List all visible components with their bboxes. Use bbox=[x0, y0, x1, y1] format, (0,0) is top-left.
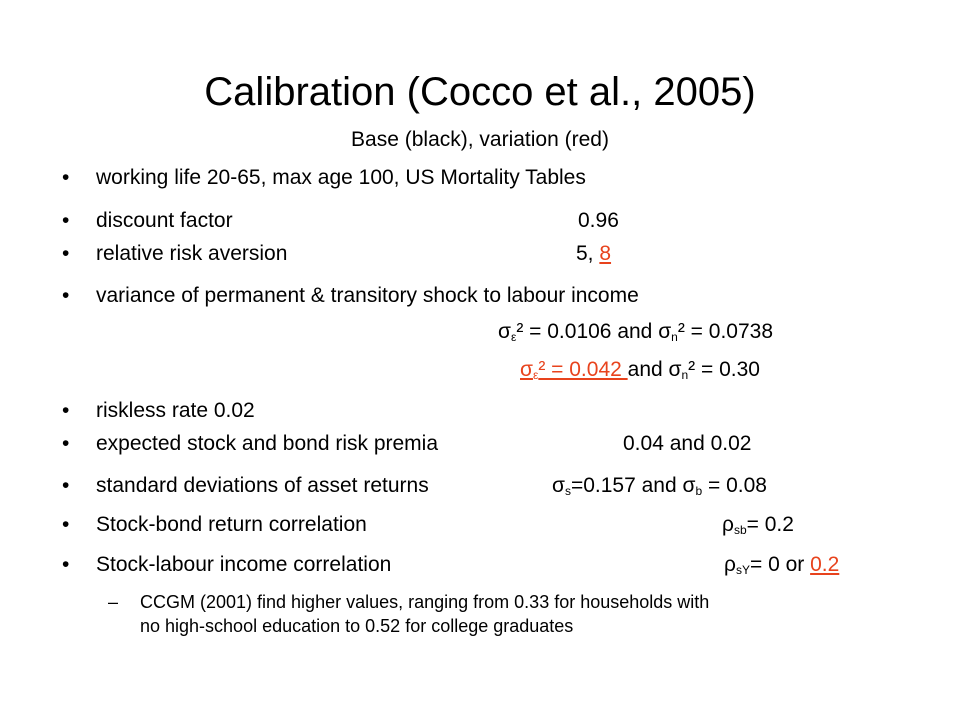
variance-variation-middle: and σ bbox=[627, 358, 682, 381]
variance-base-end: ² = 0.0738 bbox=[677, 320, 773, 343]
stock-labour-corr-value bbox=[724, 551, 839, 579]
variance-variation-end: ² = 0.30 bbox=[688, 358, 760, 381]
variance-base-values bbox=[498, 318, 773, 346]
variance-variation-red bbox=[520, 358, 628, 381]
rho-symbol: ρ bbox=[724, 553, 736, 576]
bullet-marker: • bbox=[62, 474, 70, 497]
discount-factor-value: 0.96 bbox=[578, 209, 619, 232]
riskless-rate-text: riskless rate 0.02 bbox=[96, 399, 255, 422]
subscript: sY bbox=[735, 563, 750, 577]
std-dev-middle: =0.157 and σ bbox=[570, 474, 696, 497]
sigma-symbol: σ bbox=[552, 474, 565, 497]
subscript: ε bbox=[510, 330, 517, 344]
variance-label: variance of permanent & transitory shock to labour income bbox=[96, 284, 639, 307]
bullet-marker: • bbox=[62, 513, 70, 536]
bullet-marker: • bbox=[62, 284, 70, 307]
std-dev-label: standard deviations of asset returns bbox=[96, 474, 429, 497]
ccgm-note-line2: no high-school education to 0.52 for college graduates bbox=[140, 616, 574, 636]
variance-variation-values bbox=[520, 356, 760, 384]
subscript: n bbox=[681, 368, 689, 382]
risk-premia-value: 0.04 and 0.02 bbox=[623, 432, 752, 455]
working-life-text: working life 20-65, max age 100, US Mortality Tables bbox=[96, 166, 586, 189]
variance-base-middle: ² = 0.0106 and σ bbox=[516, 320, 672, 343]
bullet-marker: • bbox=[62, 166, 70, 189]
stock-labour-corr-variation: 0.2 bbox=[810, 553, 840, 576]
subscript: sb bbox=[733, 523, 747, 537]
variance-variation-value: ² = 0.042 bbox=[538, 358, 628, 381]
risk-aversion-label: relative risk aversion bbox=[96, 242, 288, 265]
bullet-marker: • bbox=[62, 209, 70, 232]
risk-aversion-variation: 8 bbox=[599, 242, 612, 265]
stock-bond-corr-end: = 0.2 bbox=[746, 513, 794, 536]
subscript: n bbox=[671, 330, 678, 344]
subscript: b bbox=[695, 484, 703, 498]
risk-premia-label: expected stock and bond risk premia bbox=[96, 432, 439, 455]
subscript: ε bbox=[532, 368, 539, 382]
sigma-symbol: σ bbox=[520, 358, 533, 381]
rho-symbol: ρ bbox=[722, 513, 734, 536]
ccgm-note-line1: CCGM (2001) find higher values, ranging from 0.33 for households with bbox=[140, 592, 710, 612]
std-dev-value bbox=[552, 472, 767, 500]
slide-title: Calibration (Cocco et al., 2005) bbox=[204, 70, 756, 114]
stock-bond-corr-value bbox=[722, 511, 794, 539]
stock-labour-corr-middle: = 0 or bbox=[749, 553, 811, 576]
subscript: s bbox=[564, 484, 571, 498]
risk-aversion-base: 5, bbox=[576, 242, 600, 265]
bullet-marker: • bbox=[62, 242, 70, 265]
risk-aversion-value bbox=[576, 240, 611, 268]
sigma-symbol: σ bbox=[498, 320, 511, 343]
bullet-marker: • bbox=[62, 553, 70, 576]
discount-factor-label: discount factor bbox=[96, 209, 233, 232]
bullet-marker: • bbox=[62, 432, 70, 455]
bullet-marker: • bbox=[62, 399, 70, 422]
std-dev-end: = 0.08 bbox=[702, 474, 767, 497]
stock-labour-corr-label: Stock-labour income correlation bbox=[96, 553, 392, 576]
stock-bond-corr-label: Stock-bond return correlation bbox=[96, 513, 367, 536]
dash-marker: – bbox=[108, 592, 119, 612]
slide-subtitle: Base (black), variation (red) bbox=[351, 128, 609, 151]
